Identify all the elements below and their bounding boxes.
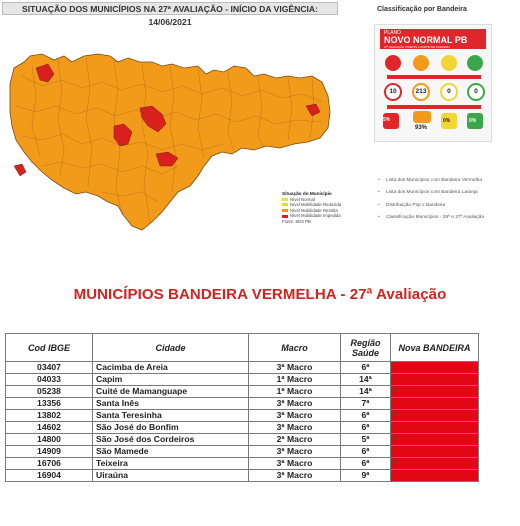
cell-cidade: São Mamede: [93, 446, 249, 458]
divider-strip: [387, 75, 481, 79]
link-bandeira-vermelha[interactable]: • Lista dos Municípios com Bandeira Vermelha: [378, 178, 488, 185]
legend-swatch-reduzida: [282, 203, 288, 206]
cell-macro: 1ª Macro: [249, 386, 341, 398]
cell-macro: 2ª Macro: [249, 434, 341, 446]
cell-cod: 13356: [6, 398, 93, 410]
link-bandeira-laranja[interactable]: • Lista dos Municípios com Bandeira Laranja: [378, 190, 488, 197]
table-row: [6, 422, 479, 434]
col-bandeira: Nova BANDEIRA: [391, 334, 479, 362]
table-row: [6, 434, 479, 446]
cell-cidade: São José do Bonfim: [93, 422, 249, 434]
cell-cod: 14800: [6, 434, 93, 446]
cell-macro: 3ª Macro: [249, 398, 341, 410]
table-row: [6, 470, 479, 482]
flag-icon-yellow: [441, 55, 457, 71]
col-regiao: Região Saúde: [341, 334, 391, 362]
cell-regiao: 7ª: [341, 398, 391, 410]
cell-flag-red: [391, 422, 479, 434]
count-orange: 213: [412, 83, 430, 101]
table-header-row: [6, 334, 479, 362]
cell-cidade: Teixeira: [93, 458, 249, 470]
col-cidade: Cidade: [93, 334, 249, 362]
cell-flag-red: [391, 458, 479, 470]
map-legend: [282, 191, 342, 225]
count-yellow: 0: [440, 83, 458, 101]
cell-cidade: Santa Teresinha: [93, 410, 249, 422]
links-list: [378, 178, 488, 228]
cell-cod: 16904: [6, 470, 93, 482]
cell-cidade: Cuité de Mamanguape: [93, 386, 249, 398]
cell-cidade: Capim: [93, 374, 249, 386]
cell-regiao: 6ª: [341, 458, 391, 470]
col-macro: Macro: [249, 334, 341, 362]
count-green: 0: [467, 83, 485, 101]
map-title: SITUAÇÃO DOS MUNICÍPIOS NA 27ª AVALIAÇÃO - INÍCIO DA VIGÊNCIA: 14/06/2021: [2, 2, 338, 15]
cell-regiao: 6ª: [341, 422, 391, 434]
legend-item: Nível Normal: [282, 197, 342, 203]
cell-regiao: 6ª: [341, 362, 391, 374]
page-heading: MUNICÍPIOS BANDEIRA VERMELHA - 27ª Avaliação: [73, 286, 447, 303]
cell-cidade: Santa Inês: [93, 398, 249, 410]
cell-macro: 3ª Macro: [249, 410, 341, 422]
legend-source: Fonte: SES PB: [282, 218, 311, 224]
divider-strip: [387, 105, 481, 109]
cell-macro: 3ª Macro: [249, 470, 341, 482]
cell-cod: 16706: [6, 458, 93, 470]
cell-cod: 14909: [6, 446, 93, 458]
plan-card-header: [380, 29, 486, 49]
cell-cod: 13802: [6, 410, 93, 422]
percent-orange: 93%: [415, 125, 428, 131]
cell-regiao: 6ª: [341, 446, 391, 458]
table-row: [6, 458, 479, 470]
flag-icon-red: [385, 55, 401, 71]
legend-item: Nível Mobilidade Reduzida: [282, 202, 342, 208]
cell-regiao: 9ª: [341, 470, 391, 482]
cell-regiao: 5ª: [341, 434, 391, 446]
cell-cod: 03407: [6, 362, 93, 374]
table-row: [6, 386, 479, 398]
table-row: [6, 398, 479, 410]
plan-main-title: NOVO NORMAL PB: [384, 35, 468, 45]
red-flag-table: [5, 333, 479, 482]
cell-flag-red: [391, 362, 479, 374]
percent-orange-icon: [413, 111, 431, 123]
cell-macro: 3ª Macro: [249, 422, 341, 434]
table-row: [6, 446, 479, 458]
plan-subtitle: 27ª AVALIAÇÃO VIGENTE A PARTIR DE 14/06/2021: [384, 45, 450, 49]
cell-cod: 14602: [6, 422, 93, 434]
legend-title: Situação do Município: [282, 191, 332, 196]
legend-swatch-impedida: [282, 215, 288, 218]
legend-item: Nível Mobilidade Restrita: [282, 208, 342, 214]
count-red: 10: [384, 83, 402, 101]
plan-card[interactable]: [374, 24, 492, 142]
cell-regiao: 14ª: [341, 386, 391, 398]
right-panel-title: Classificação por Bandeira: [377, 6, 467, 13]
cell-macro: 3ª Macro: [249, 446, 341, 458]
cell-flag-red: [391, 434, 479, 446]
cell-cidade: Uiraúna: [93, 470, 249, 482]
cell-flag-red: [391, 398, 479, 410]
flag-icon-orange: [413, 55, 429, 71]
cell-cod: 04033: [6, 374, 93, 386]
percent-red: 5%: [383, 117, 391, 123]
cell-flag-red: [391, 446, 479, 458]
table-row: [6, 362, 479, 374]
table-row: [6, 374, 479, 386]
cell-flag-red: [391, 470, 479, 482]
legend-swatch-restrita: [282, 209, 288, 212]
flag-icon-green: [467, 55, 483, 71]
cell-macro: 3ª Macro: [249, 362, 341, 374]
table-row: [6, 410, 479, 422]
cell-flag-red: [391, 386, 479, 398]
col-cod: Cod IBGE: [6, 334, 93, 362]
cell-flag-red: [391, 410, 479, 422]
legend-item: Nível Mobilidade Impedida: [282, 213, 342, 219]
cell-regiao: 14ª: [341, 374, 391, 386]
percent-yellow: 0%: [443, 118, 451, 124]
cell-macro: 1ª Macro: [249, 374, 341, 386]
plan-pre-title: PLANO: [384, 30, 401, 36]
cell-flag-red: [391, 374, 479, 386]
percent-green: 0%: [469, 118, 477, 124]
red-municipality: [14, 164, 26, 176]
cell-cidade: São José dos Cordeiros: [93, 434, 249, 446]
cell-cidade: Cacimba de Areia: [93, 362, 249, 374]
link-classificacao[interactable]: • Classificação Municípios - 26ª e 27ª Avaliação: [378, 215, 488, 222]
cell-regiao: 6ª: [341, 410, 391, 422]
cell-cod: 05238: [6, 386, 93, 398]
link-distribuicao[interactable]: • Distribuição Pop x Bandeira: [378, 203, 488, 210]
cell-macro: 3ª Macro: [249, 458, 341, 470]
legend-swatch-normal: [282, 198, 288, 201]
